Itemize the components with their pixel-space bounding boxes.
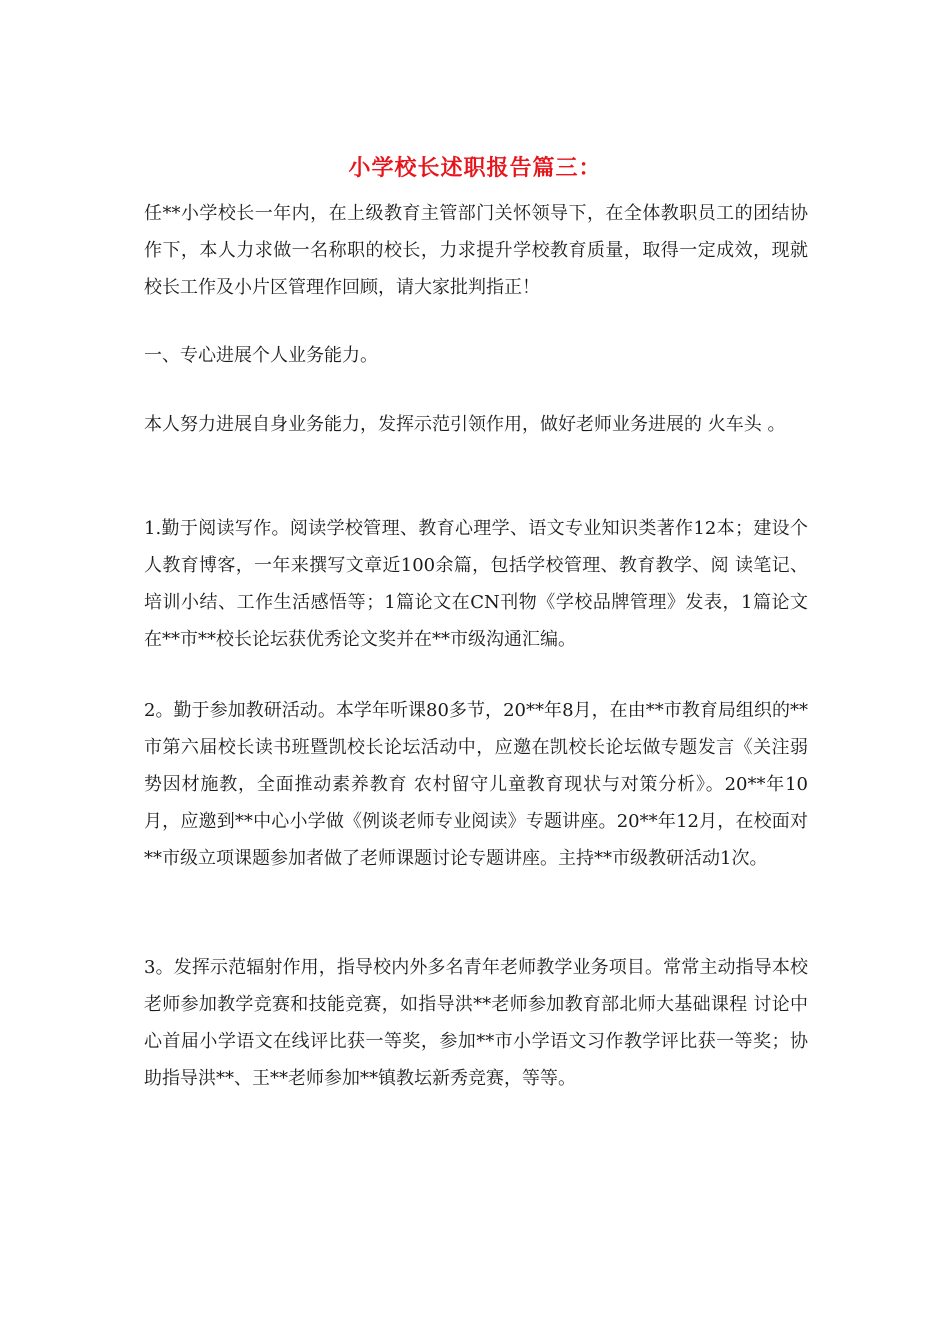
item-paragraph-2: 2。勤于参加教研活动。本学年听课80多节，20**年8月，在由**市教育局组织的**市第六届校长读书班暨凯校长论坛活动中，应邀在凯校长论坛做专题发言《关注弱势因材施教，全面推动素养教育 农村留守儿童教育现状与对策分析》。20**年10月，应邀到**中心小学做《例谈老师专业阅读》专题讲座。20**年12月，在校面对**市级立项课题参加者做了老师课题讨论专题讲座。主持**市级教研活动1次。 [144, 700, 808, 869]
document-title: 小学校长述职报告篇三： [348, 155, 602, 181]
item-paragraph-3: 3。发挥示范辐射作用，指导校内外多名青年老师教学业务项目。常常主动指导本校老师参加教学竞赛和技能竞赛，如指导洪**老师参加教育部北师大基础课程 讨论中心首届小学语文在线评比获一等奖，参加**市小学语文习作教学评比获一等奖；协助指导洪**、王**老师参加**镇教坛新秀竞赛，等等。 [144, 957, 808, 1089]
item-paragraph-1: 1.勤于阅读写作。阅读学校管理、教育心理学、语文专业知识类著作12本；建设个人教育博客，一年来撰写文章近100余篇，包括学校管理、教育教学、阅 读笔记、培训小结、工作生活感悟等；1篇论文在CN刊物《学校品牌管理》发表，1篇论文在**市**校长论坛获优秀论文奖并在**市级沟通汇编。 [144, 518, 808, 650]
intro-paragraph: 任**小学校长一年内，在上级教育主管部门关怀领导下，在全体教职员工的团结协作下，本人力求做一名称职的校长，力求提升学校教育质量，取得一定成效，现就校长工作及小片区管理作回顾，请大家批判指正！ [144, 203, 808, 298]
section-heading-1: 一、专心进展个人业务能力。 [144, 345, 378, 366]
section-intro-paragraph: 本人努力进展自身业务能力，发挥示范引领作用，做好老师业务进展的 火车头 。 [144, 414, 786, 435]
